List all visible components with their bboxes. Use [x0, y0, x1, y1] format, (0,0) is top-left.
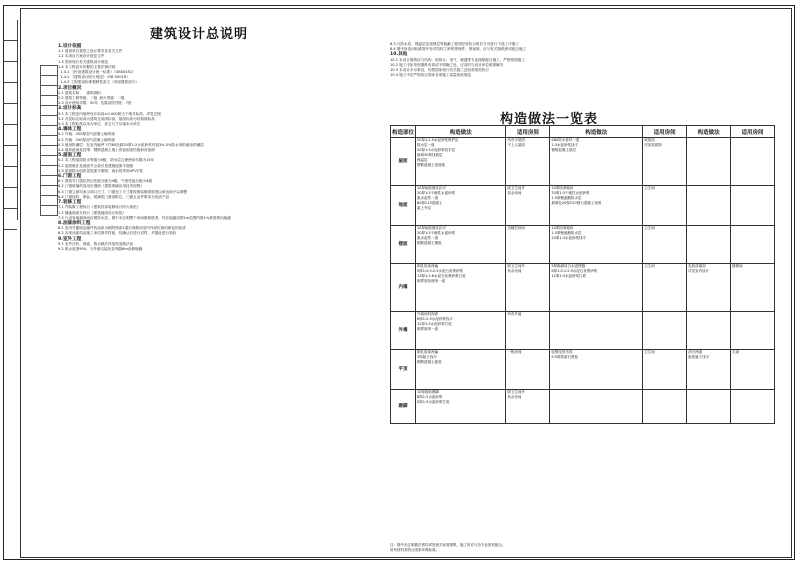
section-line: 4.2 内墙：200厚加气混凝土砌块墙 — [58, 137, 115, 142]
table-row — [391, 350, 775, 390]
table-cell — [731, 226, 775, 264]
section-line: 4.3 墙身防潮层：在室内地坪下约60处做20厚1:2水泥砂浆内加3%-5%防水剂的墙身防潮层 — [58, 142, 204, 147]
section-line: 8.2 各项油漆均由施工单位制作样板，经确认后进行封样，并据此进行验收 — [58, 231, 177, 236]
table-header-cell: 构造做法 — [687, 126, 731, 138]
section-line: 1.4.2 《建筑设计防火规范》（GB 50016） — [58, 75, 130, 80]
section-line: 3.2 各层标注标高为建筑完成面标高，屋面标高为结构面标高 — [58, 116, 155, 121]
table-cell: 10厚地砖铺实拍平 20厚1:3干硬性水泥砂浆 素水泥浆一道 80厚C15混凝土 素土夯实 — [416, 186, 506, 226]
construction-table — [390, 125, 775, 424]
table-cell: 一般房间 — [506, 350, 550, 390]
section-line: 3.3 本工程标高以米为单位，其它尺寸以毫米为单位 — [58, 122, 141, 127]
table-header-row — [391, 126, 775, 138]
section-heading: 7.装修工程 — [58, 200, 82, 206]
table-cell: 除卫生间外 其余房间 — [506, 186, 550, 226]
table-cell: 坡屋面 详见屋面图 — [643, 138, 687, 186]
section-line: 6.3 门窗立面均表示洞口尺寸，门窗加工尺寸要按照装修面厚度由承包商予以调整 — [58, 189, 188, 194]
section-line: 7.1 内装修工程执行《建筑内部装修设计防火规范》 — [58, 205, 141, 210]
note-line: 所有材料须符合国家环保标准。 — [390, 548, 439, 552]
table-header-cell: 适用房间 — [731, 126, 775, 138]
section-line: 1.4.1 《民用建筑设计统一标准》（GB50352） — [58, 70, 136, 75]
section-line: 5.2 屋面做法及屋面节点索引见建施屋面平面图 — [58, 163, 134, 168]
table-category-cell: 内墙 — [391, 264, 416, 312]
table-cell: 外墙涂料饰面 6厚1:2.5水泥砂浆找平 12厚1:3水泥砂浆打底 刷界面剂一道 — [416, 312, 506, 350]
section-line: 3.1 本工程室内地坪设计标高±0.000相当于绝对标高，详见总图 — [58, 111, 161, 116]
table-row — [391, 390, 775, 424]
table-category-cell: 平顶 — [391, 350, 416, 390]
table-cell: 5厚釉面砖白水泥擦缝 6厚1:0.1:2.5水泥石灰膏砂浆 12厚1:3水泥砂浆打底 — [550, 264, 643, 312]
table-cell: 卫生间 — [643, 264, 687, 312]
table-header-cell: 适用房间 — [643, 126, 687, 138]
section-line: 2.2 建筑工程等级：二级 耐火等级：二级 — [58, 96, 125, 101]
design-notes-right — [390, 42, 770, 78]
section-line: 1.4 本工程设计依据的主要法律法规： — [58, 64, 119, 69]
right-title: 构造做法一览表 — [500, 112, 599, 127]
table-header-cell: 适用房间 — [506, 126, 550, 138]
section-heading: 6.门窗工程 — [58, 174, 82, 180]
section-heading: 9.室外工程 — [58, 236, 82, 242]
table-cell: 各楼层房间 — [506, 226, 550, 264]
table-cell — [643, 390, 687, 424]
section-line: 10.3 本设计未尽事宜，均按国家现行有关施工及验收规范执行 — [390, 68, 489, 73]
binding-strip — [3, 20, 18, 220]
section-line: 10.1 本设计图纸应与结构、给排水、电气、暖通等专业图纸配合施工，严格按图施工 — [390, 57, 525, 62]
table-cell: 卫生间 — [643, 226, 687, 264]
left-title: 建筑设计总说明 — [150, 27, 249, 42]
table-header-cell: 构造部位 — [391, 126, 416, 138]
section-line: 9.1 室外台阶、坡道、散水做法详见构造做法表 — [58, 241, 134, 246]
section-line: 9.2 散水宽度900，与外墙交接处及每隔6m设伸缩缝 — [58, 246, 143, 251]
table-header-cell: 构造做法 — [550, 126, 643, 138]
revision-stamp — [40, 65, 58, 215]
section-line: 7.3 凡设有地漏房间应做防水层，图中未注明整个房间做坡度者，均在地漏周围1m范围内做1%坡度坡向地漏 — [58, 215, 231, 220]
section-heading: 10.其他 — [390, 52, 408, 58]
table-category-cell: 屋面 — [391, 138, 416, 186]
table-cell: 10厚防滑地砖 20厚1:3干硬性水泥砂浆 1.5厚聚氨酯防水层 最薄处20厚C20细石混凝土找坡 — [550, 186, 643, 226]
table-cell — [550, 390, 643, 424]
table-cell: 卫生间 — [643, 350, 687, 390]
table-cell: 10厚防滑地砖 1.5厚聚氨酯防水层 20厚1:3水泥砂浆找平 — [550, 226, 643, 264]
table-cell: 乳胶漆墙面 详见室内设计 — [687, 264, 731, 312]
table-cell: SBS防水卷材一道 1:3水泥砂浆找平 钢筋混凝土基层 — [550, 138, 643, 186]
section-line: 8.4 图中所选用标准图中有对结构工种的预埋件、预留洞，应与有关图纸密切配合施工 — [390, 47, 527, 52]
section-line: 6.2 门窗玻璃的选用应遵照《建筑玻璃应用技术规程》 — [58, 184, 144, 189]
table-category-cell: 地面 — [391, 186, 416, 226]
table-body — [391, 138, 775, 424]
section-line: 2.1 建筑名称： 建筑面积： — [58, 90, 105, 95]
table-category-cell: 楼面 — [391, 226, 416, 264]
section-line: 1.3 国家现行有关建筑设计规范 — [58, 59, 108, 64]
table-category-cell: 踢脚 — [391, 390, 416, 424]
table-cell — [687, 390, 731, 424]
section-heading: 5.屋面工程 — [58, 153, 82, 159]
section-line: 8.3 凡防水层、保温层及找坡层等隐蔽工程须经验收合格后方可进行下道工序施工 — [390, 42, 520, 46]
table-cell: 20厚1:2.5水泥砂浆保护层 防水层一道 20厚1:3水泥砂浆找平层 最薄30厚找坡层 保温层 钢筋混凝土屋面板 — [416, 138, 506, 186]
section-line: 1.4.3 工程建设标准强制性条文（房屋建筑部分） — [58, 80, 139, 85]
table-cell: 刷乳胶漆两遍 3厚腻子找平 钢筋混凝土板底 — [416, 350, 506, 390]
table-cell: 刷乳胶漆两遍 5厚1:0.5:2.5水泥石灰膏砂浆 13厚1:1:6水泥石灰膏砂浆打底 刷界面处理剂一道 — [416, 264, 506, 312]
design-notes-left — [58, 44, 378, 252]
table-cell — [731, 390, 775, 424]
section-heading: 4.墙体工程 — [58, 127, 82, 133]
table-row — [391, 226, 775, 264]
table-cell — [731, 138, 775, 186]
section-heading: 1.设计依据 — [58, 44, 82, 49]
table-cell — [731, 312, 775, 350]
section-line: 10.2 施工中如发现图纸有误或不明确之处，应及时与设计单位联系解决 — [390, 62, 504, 67]
section-line: 10.4 施工中应严格执行国家各项施工质量验收规范 — [390, 73, 472, 78]
section-heading: 2.项目概况 — [58, 85, 82, 91]
table-cell — [643, 312, 687, 350]
table-cell: 走道 — [731, 350, 775, 390]
section-line: 8.1 室内外露明金属件的油漆为刷防锈漆2道后再做同室内外部位相同颜色的油漆 — [58, 226, 186, 231]
section-line: 1.2 本项目方案设计批复文件 — [58, 54, 105, 59]
section-line: 5.1 本工程屋面防水等级为II级，防水层合理使用年限为15年 — [58, 158, 155, 163]
table-cell: 所有平屋面 不上人屋面 — [506, 138, 550, 186]
section-heading: 3.设计标高 — [58, 106, 82, 112]
table-cell: 刮白两道 板底腻子找平 — [687, 350, 731, 390]
table-cell — [731, 186, 775, 226]
table-cell — [687, 312, 731, 350]
table-row — [391, 264, 775, 312]
table-cell — [687, 186, 731, 226]
table-cell: 楼梯间 — [731, 264, 775, 312]
table-cell — [687, 226, 731, 264]
table-cell: 轻钢龙骨吊顶 9.5厚纸面石膏板 — [550, 350, 643, 390]
section-line: 6.1 建筑外门窗抗风压性能分级为4级，气密性能分级为4级 — [58, 179, 153, 184]
section-line: 5.3 屋面排水组织见屋面平面图，雨水管采用UPVC管 — [58, 168, 143, 173]
table-cell: 除卫生间外 其余房间 — [506, 264, 550, 312]
section-line: 6.4 门窗选料、颜色、玻璃见门窗表附注，门窗五金件要求为优质产品 — [58, 194, 170, 199]
section-line: 4.1 外墙：200厚加气混凝土砌块墙 — [58, 132, 115, 137]
section-line: 4.4 墙体留洞及封堵：钢筋混凝土墙上的留洞见结施和设备图 — [58, 148, 155, 153]
table-cell — [550, 312, 643, 350]
section-line: 1.1 建设单位提供之设计要求及有关文件 — [58, 49, 123, 54]
table-cell: 除卫生间外 其余房间 — [506, 390, 550, 424]
table-header-cell: 构造做法 — [416, 126, 506, 138]
table-notes — [390, 543, 506, 553]
table-row — [391, 138, 775, 186]
section-line: 2.3 设计使用年限：50年 抗震设防烈度：7度 — [58, 101, 132, 106]
table-row — [391, 186, 775, 226]
table-cell: 所有外墙 — [506, 312, 550, 350]
table-cell: 卫生间 — [643, 186, 687, 226]
table-cell — [687, 138, 731, 186]
section-line: 7.2 楼地面部分执行《建筑地面设计规范》 — [58, 210, 126, 215]
section-heading: 8.油漆涂料工程 — [58, 220, 91, 226]
table-cell: 10厚地砖铺实拍平 20厚1:3干硬性水泥砂浆 素水泥浆一道 钢筋混凝土楼板 — [416, 226, 506, 264]
table-row — [391, 312, 775, 350]
table-cell: 10厚地砖踢脚 8厚1:2水泥砂浆 5厚1:3水泥砂浆打底 — [416, 390, 506, 424]
table-category-cell: 外墙 — [391, 312, 416, 350]
note-line: 注：图中未注明做法者均详见相关标准图集，施工时应与各专业密切配合。 — [390, 543, 506, 547]
